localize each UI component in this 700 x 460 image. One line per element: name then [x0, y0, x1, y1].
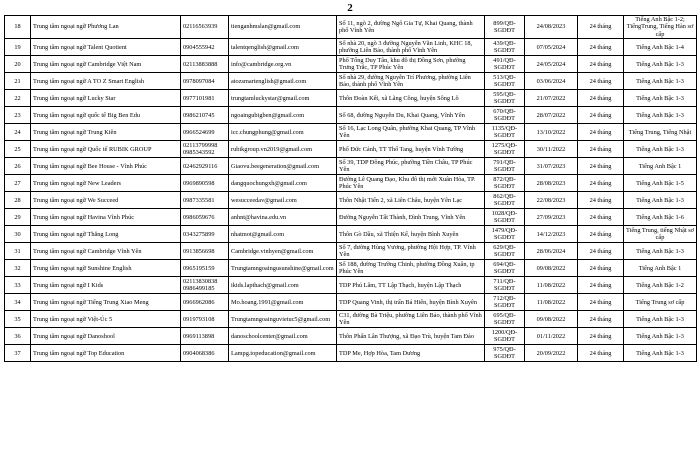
address-cell: TDP Quang Vinh, thị trấn Bá Hiến, huyện Bình Xuyên	[337, 294, 485, 311]
duration-cell: 24 tháng	[578, 73, 624, 90]
license-decision-cell: 975/QĐ-SGDĐT	[485, 345, 525, 362]
email-cell: Trungtamngoainguvietuc5@gmail.com	[229, 311, 337, 328]
license-date-cell: 30/11/2022	[525, 141, 578, 158]
duration-cell: 24 tháng	[578, 328, 624, 345]
license-date-cell: 24/05/2024	[525, 56, 578, 73]
row-number-cell: 29	[5, 209, 31, 226]
license-decision-cell: 872/QĐ-SGDĐT	[485, 175, 525, 192]
email-cell: nhatmot@gmail.com	[229, 226, 337, 243]
program-cell: Tiếng Anh Bậc 1-3	[624, 328, 697, 345]
table-row	[5, 209, 697, 226]
license-date-cell: 28/08/2023	[525, 175, 578, 192]
program-cell: Tiếng Trung, tiếng Nhật sơ cấp	[624, 226, 697, 243]
email-cell: trungtamluckystar@gmail.com	[229, 90, 337, 107]
duration-cell: 24 tháng	[578, 243, 624, 260]
row-number-cell: 26	[5, 158, 31, 175]
center-name-cell: Trung tâm ngoại ngữ Tiếng Trung Xiao Meng	[31, 294, 181, 311]
email-cell: wesucceedav@gmail.com	[229, 192, 337, 209]
phone-cell: 0913856698	[181, 243, 229, 260]
phone-cell: 0978097084	[181, 73, 229, 90]
center-name-cell: Trung tâm ngoại ngữ quốc tế Big Ben Edu	[31, 107, 181, 124]
row-number-cell: 25	[5, 141, 31, 158]
license-date-cell: 28/06/2024	[525, 243, 578, 260]
email-cell: dangquochungxh@gmail.com	[229, 175, 337, 192]
program-cell: Tiếng Trung sơ cấp	[624, 294, 697, 311]
email-cell: Trungtamngoaingusunshine@gmail.com	[229, 260, 337, 277]
duration-cell: 24 tháng	[578, 226, 624, 243]
table-row	[5, 107, 697, 124]
duration-cell: 24 tháng	[578, 141, 624, 158]
license-date-cell: 20/09/2022	[525, 345, 578, 362]
license-date-cell: 01/11/2022	[525, 328, 578, 345]
table-row	[5, 39, 697, 56]
license-date-cell: 27/09/2023	[525, 209, 578, 226]
program-cell: Tiếng Anh Bậc 1-3	[624, 141, 697, 158]
center-name-cell: Trung tâm ngoại ngữ New Leaders	[31, 175, 181, 192]
row-number-cell: 19	[5, 39, 31, 56]
email-cell: atozsmartenglish@gmail.com	[229, 73, 337, 90]
table-row	[5, 243, 697, 260]
center-name-cell: Trung tâm ngoại ngữ Cambridge Vĩnh Yên	[31, 243, 181, 260]
email-cell: talentqenglish@gmail.com	[229, 39, 337, 56]
center-name-cell: Trung tâm ngoại ngữ Phương Lan	[31, 16, 181, 39]
email-cell: Cambridge.vinhyen@gmail.com	[229, 243, 337, 260]
row-number-cell: 18	[5, 16, 31, 39]
table-row	[5, 277, 697, 294]
table-row	[5, 158, 697, 175]
email-cell: danoschoolcenter@gmail.com	[229, 328, 337, 345]
license-decision-cell: 1200/QĐ-SGDĐT	[485, 328, 525, 345]
phone-cell: 02113830838 0986499185	[181, 277, 229, 294]
row-number-cell: 22	[5, 90, 31, 107]
center-name-cell: Trung tâm ngoại ngữ Talent Quotient	[31, 39, 181, 56]
row-number-cell: 21	[5, 73, 31, 90]
license-decision-cell: 694/QĐ-SGDĐT	[485, 260, 525, 277]
duration-cell: 24 tháng	[578, 16, 624, 39]
table-body	[5, 16, 697, 362]
email-cell: Lampg.topeducation@gmail.com	[229, 345, 337, 362]
license-date-cell: 14/12/2023	[525, 226, 578, 243]
phone-cell: 0919793108	[181, 311, 229, 328]
phone-cell: 02113883888	[181, 56, 229, 73]
license-date-cell: 11/08/2022	[525, 277, 578, 294]
address-cell: Thôn Đoàn Kết, xã Lãng Công, huyện Sông Lô	[337, 90, 485, 107]
program-cell: Tiếng Anh Bậc 1-5	[624, 175, 697, 192]
program-cell: Tiếng Anh Bậc 1-2; TiếngTrung, Tiếng Hàn sơ cấp	[624, 16, 697, 39]
phone-cell: 0965195159	[181, 260, 229, 277]
table-row	[5, 175, 697, 192]
email-cell: info@cambridge.org.vn	[229, 56, 337, 73]
license-decision-cell: 1028/QĐ-SGDĐT	[485, 209, 525, 226]
license-decision-cell: 695/QĐ-SGDĐT	[485, 311, 525, 328]
phone-cell: 02113799998 0985343592	[181, 141, 229, 158]
table-row	[5, 73, 697, 90]
center-name-cell: Trung tâm ngoại ngữ Top Education	[31, 345, 181, 362]
email-cell: tienganhmslan@gmail.com	[229, 16, 337, 39]
center-name-cell: Trung tâm ngoại ngữ We Succeed	[31, 192, 181, 209]
duration-cell: 24 tháng	[578, 107, 624, 124]
license-decision-cell: 1275/QĐ-SGDĐT	[485, 141, 525, 158]
table-row	[5, 90, 697, 107]
center-name-cell: Trung tâm ngoại ngữ Thăng Long	[31, 226, 181, 243]
center-name-cell: Trung tâm ngoại ngữ Trung Kiên	[31, 124, 181, 141]
table-row	[5, 141, 697, 158]
address-cell: Phố Đức Cảnh, TT Thổ Tang, huyện Vĩnh Tường	[337, 141, 485, 158]
program-cell: Tiếng Anh Bậc 1-3	[624, 73, 697, 90]
phone-cell: 0987335581	[181, 192, 229, 209]
duration-cell: 24 tháng	[578, 260, 624, 277]
row-number-cell: 23	[5, 107, 31, 124]
program-cell: Tiếng Anh Bậc 1-3	[624, 311, 697, 328]
address-cell: Thôn Gò Dầu, xã Thiện Kế, huyện Bình Xuyên	[337, 226, 485, 243]
phone-cell: 0904068386	[181, 345, 229, 362]
address-cell: TDP Phú Lâm, TT Lập Thạch, huyện Lập Thạch	[337, 277, 485, 294]
phone-cell: 02462929116	[181, 158, 229, 175]
center-name-cell: Trung tâm ngoại ngữ Quốc tế RUBIK GROUP	[31, 141, 181, 158]
phone-cell: 0986210745	[181, 107, 229, 124]
address-cell: Đường Nguyễn Tất Thành, Đình Trung, Vĩnh Yên	[337, 209, 485, 226]
row-number-cell: 24	[5, 124, 31, 141]
email-cell: icc.chungphung@gmail.com	[229, 124, 337, 141]
program-cell: Tiếng Anh Bậc 1-3	[624, 90, 697, 107]
address-cell: TDP Me, Hợp Hòa, Tam Dương	[337, 345, 485, 362]
duration-cell: 24 tháng	[578, 294, 624, 311]
license-decision-cell: 491/QĐ-SGDĐT	[485, 56, 525, 73]
table-row	[5, 124, 697, 141]
license-date-cell: 21/07/2022	[525, 90, 578, 107]
duration-cell: 24 tháng	[578, 90, 624, 107]
duration-cell: 24 tháng	[578, 277, 624, 294]
row-number-cell: 28	[5, 192, 31, 209]
license-date-cell: 11/08/2022	[525, 294, 578, 311]
address-cell: C31, đường Bà Triệu, phường Liên Bảo, thành phố Vĩnh Yên	[337, 311, 485, 328]
license-date-cell: 24/08/2023	[525, 16, 578, 39]
center-name-cell: Trung tâm ngoại ngữ Bee House - Vĩnh Phúc	[31, 158, 181, 175]
program-cell: Tiếng Anh Bậc 1-3	[624, 56, 697, 73]
license-date-cell: 03/06/2024	[525, 73, 578, 90]
address-cell: Số 16, Lạc Long Quân, phường Khai Quang, TP Vĩnh Yên	[337, 124, 485, 141]
license-decision-cell: 862/QĐ-SGDĐT	[485, 192, 525, 209]
page-number: 2	[347, 2, 353, 14]
license-decision-cell: 439/QĐ-SGDĐT	[485, 39, 525, 56]
table-row	[5, 328, 697, 345]
program-cell: Tiếng Anh Bậc 1-3	[624, 107, 697, 124]
license-decision-cell: 899/QĐ-SGDĐT	[485, 16, 525, 39]
duration-cell: 24 tháng	[578, 124, 624, 141]
row-number-cell: 35	[5, 311, 31, 328]
license-decision-cell: 712/QĐ-SGDĐT	[485, 294, 525, 311]
program-cell: Tiếng Anh Bậc 1	[624, 260, 697, 277]
license-date-cell: 09/08/2022	[525, 311, 578, 328]
center-name-cell: Trung tâm ngoại ngữ Lucky Star	[31, 90, 181, 107]
duration-cell: 24 tháng	[578, 311, 624, 328]
address-cell: Số 188, đường Trường Chinh, phường Đồng Xuân, tp Phúc Yên	[337, 260, 485, 277]
address-cell: Số 7, đường Hùng Vương, phường Hội Hợp, TP. Vĩnh Yên	[337, 243, 485, 260]
center-name-cell: Trung tâm ngoại ngữ Havina Vĩnh Phúc	[31, 209, 181, 226]
license-date-cell: 09/08/2022	[525, 260, 578, 277]
phone-cell: 0977101981	[181, 90, 229, 107]
phone-cell: 02116563939	[181, 16, 229, 39]
license-decision-cell: 595/QĐ-SGDĐT	[485, 90, 525, 107]
center-name-cell: Trung tâm ngoại ngữ Cambridge Việt Nam	[31, 56, 181, 73]
phone-cell: 0969113898	[181, 328, 229, 345]
license-date-cell: 28/07/2022	[525, 107, 578, 124]
address-cell: Số nhà 29, đường Nguyễn Trí Phương, phường Liên Bảo, thành phố Vĩnh Yên	[337, 73, 485, 90]
license-date-cell: 31/07/2023	[525, 158, 578, 175]
center-name-cell: Trung tâm ngoại ngữ Sunshine English	[31, 260, 181, 277]
duration-cell: 24 tháng	[578, 345, 624, 362]
table-row	[5, 192, 697, 209]
program-cell: Tiếng Anh Bậc 1-4	[624, 39, 697, 56]
duration-cell: 24 tháng	[578, 39, 624, 56]
table-row	[5, 260, 697, 277]
duration-cell: 24 tháng	[578, 56, 624, 73]
address-cell: Số 39, TDP Đông Phúc, phường Tiền Châu, TP Phúc Yên	[337, 158, 485, 175]
table-row	[5, 311, 697, 328]
license-decision-cell: 1479/QĐ-SGDĐT	[485, 226, 525, 243]
center-name-cell: Trung tâm ngoại ngữ A TO Z Smart English	[31, 73, 181, 90]
table-row	[5, 294, 697, 311]
program-cell: Tiếng Anh Bậc 1-3	[624, 345, 697, 362]
table-row	[5, 56, 697, 73]
license-decision-cell: 670/QĐ-SGDĐT	[485, 107, 525, 124]
email-cell: ikids.lapthach@gmail.com	[229, 277, 337, 294]
address-cell: Thôn Nhật Tiến 2, xã Liên Châu, huyện Yên Lạc	[337, 192, 485, 209]
duration-cell: 24 tháng	[578, 158, 624, 175]
center-name-cell: Trung tâm ngoại ngữ Việt-Úc 5	[31, 311, 181, 328]
license-date-cell: 07/05/2024	[525, 39, 578, 56]
address-cell: Phố Tống Duy Tân, khu đô thị Đồng Sơn, phường Trưng Trắc, TP Phúc Yên	[337, 56, 485, 73]
row-number-cell: 20	[5, 56, 31, 73]
row-number-cell: 30	[5, 226, 31, 243]
email-cell: Giaovu.beegeneration@gmail.com	[229, 158, 337, 175]
address-cell: Thôn Phấn Lân Thượng, xã Đạo Trù, huyện Tam Đảo	[337, 328, 485, 345]
phone-cell: 0966524699	[181, 124, 229, 141]
row-number-cell: 33	[5, 277, 31, 294]
row-number-cell: 36	[5, 328, 31, 345]
phone-cell: 0966962086	[181, 294, 229, 311]
duration-cell: 24 tháng	[578, 209, 624, 226]
address-cell: Số 68, đường Nguyễn Du, Khai Quang, Vĩnh Yên	[337, 107, 485, 124]
address-cell: Đường Lê Quang Đạo, Khu đô thị mới Xuân Hòa, TP. Phúc Yên	[337, 175, 485, 192]
phone-cell: 0904555942	[181, 39, 229, 56]
row-number-cell: 31	[5, 243, 31, 260]
duration-cell: 24 tháng	[578, 175, 624, 192]
phone-cell: 0343275899	[181, 226, 229, 243]
program-cell: Tiếng Anh Bậc 1-3	[624, 192, 697, 209]
email-cell: rubikgroup.vn2019@gmail.com	[229, 141, 337, 158]
license-decision-cell: 711/QĐ-SGDĐT	[485, 277, 525, 294]
license-decision-cell: 629/QĐ-SGDĐT	[485, 243, 525, 260]
phone-cell: 0986059676	[181, 209, 229, 226]
row-number-cell: 37	[5, 345, 31, 362]
program-cell: Tiếng Anh Bậc 1-2	[624, 277, 697, 294]
row-number-cell: 32	[5, 260, 31, 277]
center-name-cell: Trung tâm ngoại ngữ I Kids	[31, 277, 181, 294]
duration-cell: 24 tháng	[578, 192, 624, 209]
license-date-cell: 22/08/2023	[525, 192, 578, 209]
row-number-cell: 34	[5, 294, 31, 311]
license-decision-cell: 1135/QĐ-SGDĐT	[485, 124, 525, 141]
email-cell: anhnt@havina.edu.vn	[229, 209, 337, 226]
address-cell: Số 11, ngõ 2, đường Ngô Gia Tự, Khai Quang, thành phố Vĩnh Yên	[337, 16, 485, 39]
center-registry-table	[4, 15, 697, 362]
phone-cell: 0969890598	[181, 175, 229, 192]
license-decision-cell: 513/QĐ-SGDĐT	[485, 73, 525, 90]
program-cell: Tiếng Trung, Tiếng Nhật	[624, 124, 697, 141]
license-date-cell: 13/10/2022	[525, 124, 578, 141]
program-cell: Tiếng Anh Bậc 1-3	[624, 243, 697, 260]
table-row	[5, 345, 697, 362]
email-cell: ngoaingubigben@gmail.com	[229, 107, 337, 124]
program-cell: Tiếng Anh Bậc 1-6	[624, 209, 697, 226]
center-name-cell: Trung tâm ngoại ngữ Danoshool	[31, 328, 181, 345]
table-row	[5, 226, 697, 243]
email-cell: Mo.hoang.1991@gmail.com	[229, 294, 337, 311]
program-cell: Tiếng Anh Bậc 1	[624, 158, 697, 175]
license-decision-cell: 791/QĐ-SGDĐT	[485, 158, 525, 175]
row-number-cell: 27	[5, 175, 31, 192]
address-cell: Số nhà 20, ngõ 3 đường Nguyễn Văn Linh, KHC 18, phường Liên Bảo, thành phố Vĩnh Yên	[337, 39, 485, 56]
table-row	[5, 16, 697, 39]
